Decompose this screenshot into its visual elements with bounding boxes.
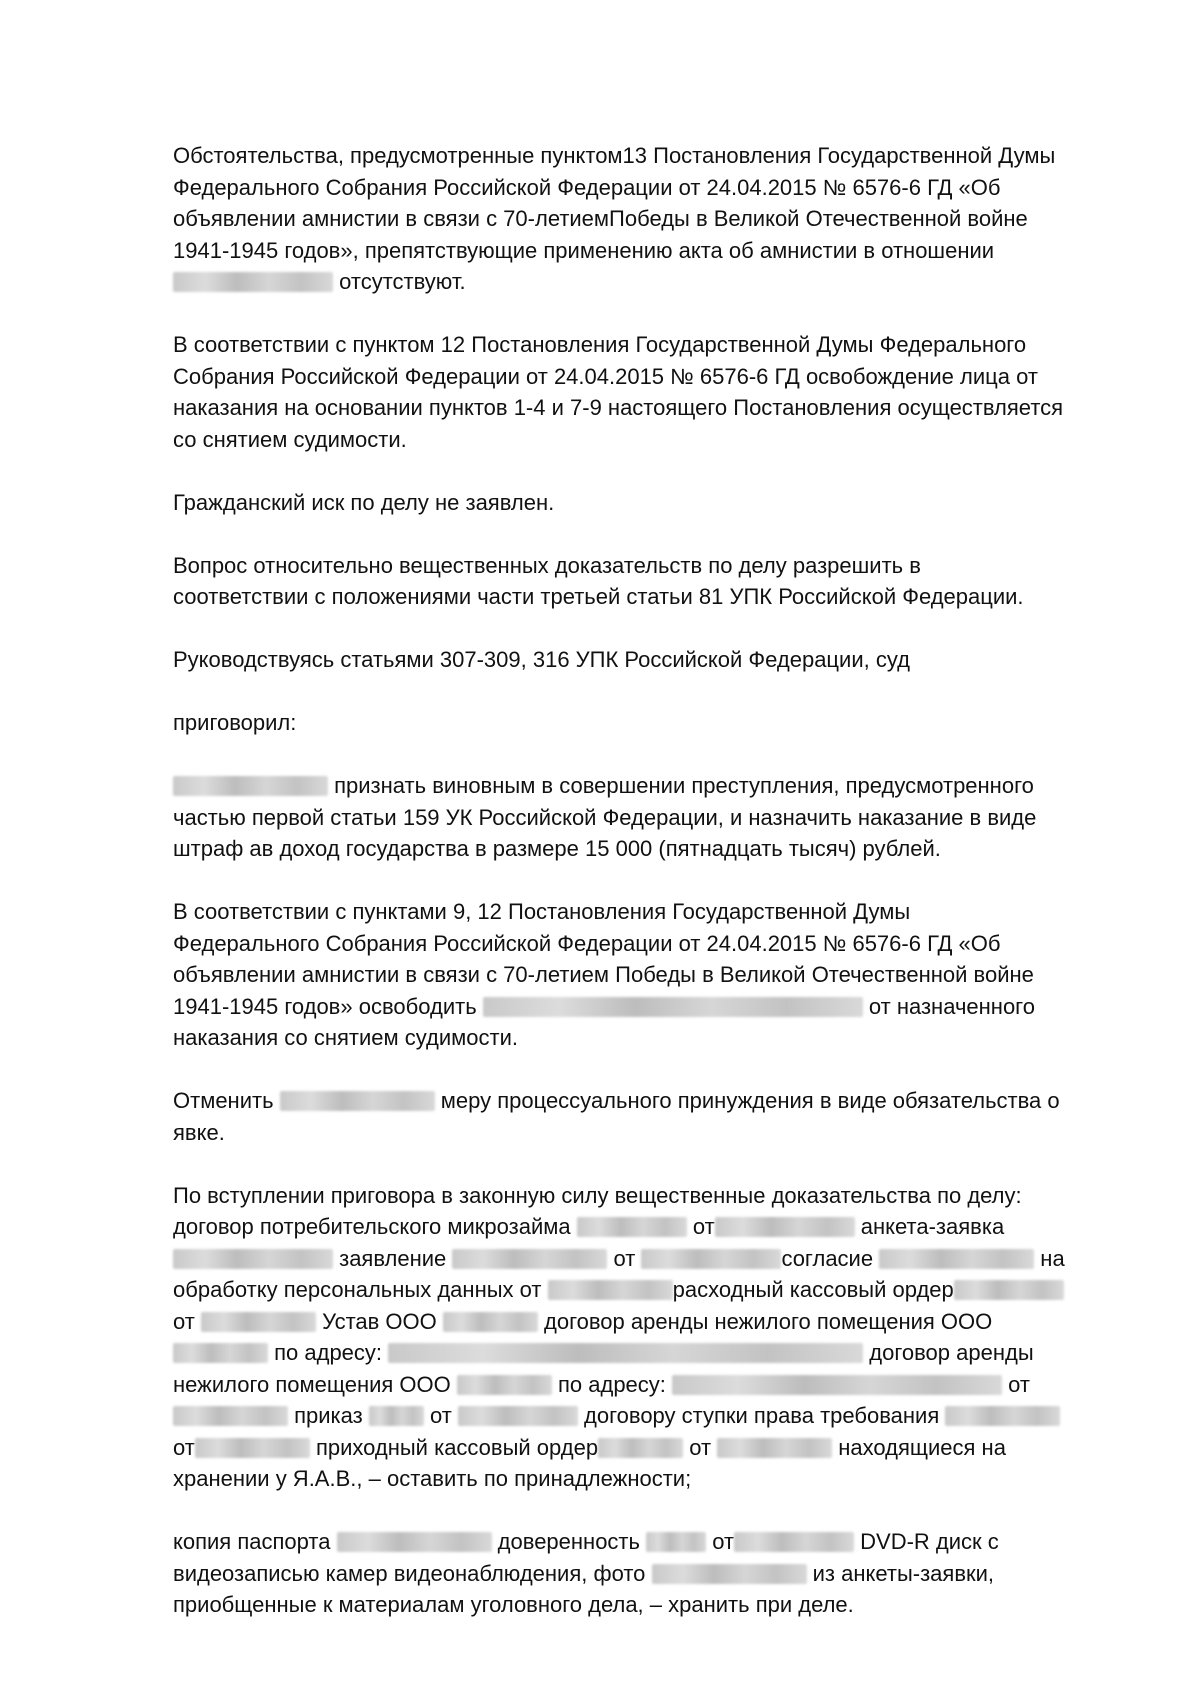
paragraph [173,644,1133,676]
text-line [173,770,1133,802]
text-segment: штраф ав доход государства в размере 15 000 (пятнадцать тысяч) рублей. [173,836,941,861]
text-segment: находящиеся на [832,1434,1006,1460]
text-line [173,203,1133,235]
text-segment: Вопрос относительно вещественных доказательств по делу разрешить в [173,552,921,578]
redacted-text [717,1438,832,1458]
text-segment: 1941-1945 годов» освободить [173,993,483,1019]
text-segment: Федерального Собрания Российской Федерации от 24.04.2015 № 6576-6 ГД «Об [173,930,1001,956]
text-segment: копия паспорта [173,1529,337,1554]
paragraph [173,1526,1133,1621]
redacted-text [173,1249,333,1269]
paragraph [173,487,1133,519]
text-segment: заявление [333,1245,453,1271]
text-line [173,1400,1133,1432]
paragraph-gap [173,865,1133,897]
text-segment: приказ [288,1403,369,1428]
redacted-text [173,776,328,796]
text-segment: согласие [781,1245,880,1271]
paragraph [173,550,1133,613]
text-segment: явке. [173,1119,225,1145]
paragraph-gap [173,1495,1133,1527]
redacted-text [646,1532,706,1552]
text-segment: от [173,1308,201,1334]
redacted-text [457,1375,552,1395]
text-segment: Руководствуясь статьями 307-309, 316 УПК Российской Федерации, суд [173,647,910,672]
text-line [173,1306,1133,1338]
text-line [173,235,1133,267]
paragraph [173,896,1133,1054]
text-line [173,1337,1133,1369]
text-segment: Гражданский иск по делу не заявлен. [173,489,555,515]
paragraph-gap [173,739,1133,771]
text-line [173,896,1133,928]
text-segment: от [706,1529,735,1554]
text-line [173,959,1133,991]
text-segment: договор потребительского микрозайма [173,1214,577,1239]
redacted-text [173,272,333,292]
redacted-text [388,1343,863,1363]
text-segment: В соответствии с пунктом 12 Постановления Государственной Думы Федерального [173,332,1027,357]
text-line [173,644,1133,676]
text-segment: DVD-R диск с [854,1529,999,1554]
text-segment: приговорил: [173,710,297,735]
text-segment: доверенность [491,1529,647,1554]
text-segment: договор аренды [863,1340,1034,1365]
text-segment: Федерального Собрания Российской Федерации от 24.04.2015 № 6576-6 ГД «Об [173,174,1001,200]
redacted-text [879,1249,1034,1269]
text-segment: хранении у Я.А.В., – оставить по принадлежности; [173,1466,692,1491]
text-segment: нежилого помещения ООО [173,1371,457,1397]
text-line [173,550,1133,582]
paragraph-gap [173,613,1133,645]
text-segment: договору ступки права требования [577,1403,946,1428]
redacted-text [173,1406,288,1426]
text-segment: анкета-заявка [854,1214,1005,1239]
text-line [173,1463,1133,1495]
text-segment: обработку персональных данных от [173,1277,548,1302]
text-line [173,487,1133,519]
redacted-text [672,1375,1002,1395]
text-line [173,802,1133,834]
text-line [173,928,1133,960]
text-line [173,1558,1133,1590]
redacted-text [734,1532,854,1552]
text-line [173,1022,1133,1054]
text-segment: видеозаписью камер видеонаблюдения, фото [173,1560,652,1586]
redacted-text [598,1438,683,1458]
text-line [173,1274,1133,1306]
text-segment: со снятием судимости. [173,426,407,452]
text-line [173,1369,1133,1401]
document-body [173,140,1133,1621]
text-segment: наказания на основании пунктов 1-4 и 7-9 настоящего Постановления осуществляется [173,395,1064,420]
text-line [173,424,1133,456]
text-segment: по адресу: [551,1371,673,1397]
redacted-text [173,1343,268,1363]
redacted-text [195,1438,310,1458]
redacted-text [337,1532,492,1552]
text-segment: частью первой статьи 159 УК Российской Федерации, и назначить наказание в виде [173,804,1037,830]
text-segment: 1941-1945 годов», препятствующие применению акта об амнистии в отношении [173,237,995,263]
paragraph [173,770,1133,865]
redacted-text [652,1564,807,1584]
text-segment: от [683,1434,718,1460]
redacted-text [443,1312,538,1332]
paragraph [173,329,1133,455]
text-segment: признать виновным в совершении преступления, предусмотренного [328,773,1034,798]
text-segment: объявлении амнистии в связи с 70-летием Победы в Великой Отечественной войне [173,962,1034,987]
text-segment: приобщенные к материалам уголовного дела, – хранить при деле. [173,1592,854,1617]
redacted-text [548,1280,673,1300]
paragraph-gap [173,518,1133,550]
text-segment: по адресу: [268,1340,389,1365]
redacted-text [641,1249,781,1269]
text-segment: от [1002,1371,1030,1397]
redacted-text [369,1406,424,1426]
paragraph-gap [173,455,1133,487]
text-segment: соответствии с положениями части третьей статьи 81 УПК Российской Федерации. [173,584,1024,609]
paragraph [173,1085,1133,1148]
text-segment: от назначенного [862,993,1035,1019]
paragraph [173,1180,1133,1495]
text-segment: объявлении амнистии в связи с 70-летиемПобеды в Великой Отечественной войне [173,206,1028,231]
redacted-text [280,1091,435,1111]
text-segment: Отменить [173,1088,280,1113]
text-segment: Устав ООО [315,1308,443,1334]
redacted-text [458,1406,578,1426]
text-line [173,581,1133,613]
text-segment: По вступлении приговора в законную силу вещественные доказательства по делу: [173,1182,1022,1208]
text-segment: от [607,1245,642,1271]
redacted-text [954,1280,1064,1300]
text-line [173,1211,1133,1243]
redacted-text [715,1217,855,1237]
redacted-text [452,1249,607,1269]
text-segment: из анкеты-заявки, [806,1560,995,1586]
text-line [173,1526,1133,1558]
text-line [173,266,1133,298]
text-segment: от [686,1214,715,1239]
paragraph [173,140,1133,298]
paragraph [173,707,1133,739]
text-line [173,833,1133,865]
paragraph-gap [173,1148,1133,1180]
paragraph-gap [173,298,1133,330]
text-segment: Обстоятельства, предусмотренные пунктом13 Постановления Государственной Думы [173,143,1056,168]
redacted-text [577,1217,687,1237]
text-line [173,1117,1133,1149]
text-line [173,707,1133,739]
text-segment: расходный кассовый ордер [672,1277,954,1302]
text-line [173,991,1133,1023]
text-segment: Собрания Российской Федерации от 24.04.2015 № 6576-6 ГД освобождение лица от [173,363,1038,389]
text-segment: от [423,1403,458,1428]
text-line [173,140,1133,172]
redacted-text [201,1312,316,1332]
text-line [173,329,1133,361]
text-line [173,1589,1133,1621]
text-line [173,1243,1133,1275]
text-segment: приходный кассовый ордер [309,1434,599,1460]
text-segment: от [173,1434,195,1460]
text-line [173,361,1133,393]
text-segment: на [1034,1245,1065,1271]
redacted-text [483,997,863,1017]
text-line [173,1085,1133,1117]
text-line [173,1432,1133,1464]
text-segment: В соответствии с пунктами 9, 12 Постановления Государственной Думы [173,899,911,924]
text-segment: договор аренды нежилого помещения ООО [537,1308,993,1334]
text-line [173,1180,1133,1212]
text-segment: отсутствуют. [333,269,466,294]
text-segment: меру процессуального принуждения в виде обязательства о [434,1088,1060,1113]
text-segment: наказания со снятием судимости. [173,1025,518,1050]
text-line [173,172,1133,204]
text-line [173,392,1133,424]
redacted-text [945,1406,1060,1426]
paragraph-gap [173,676,1133,708]
paragraph-gap [173,1054,1133,1086]
